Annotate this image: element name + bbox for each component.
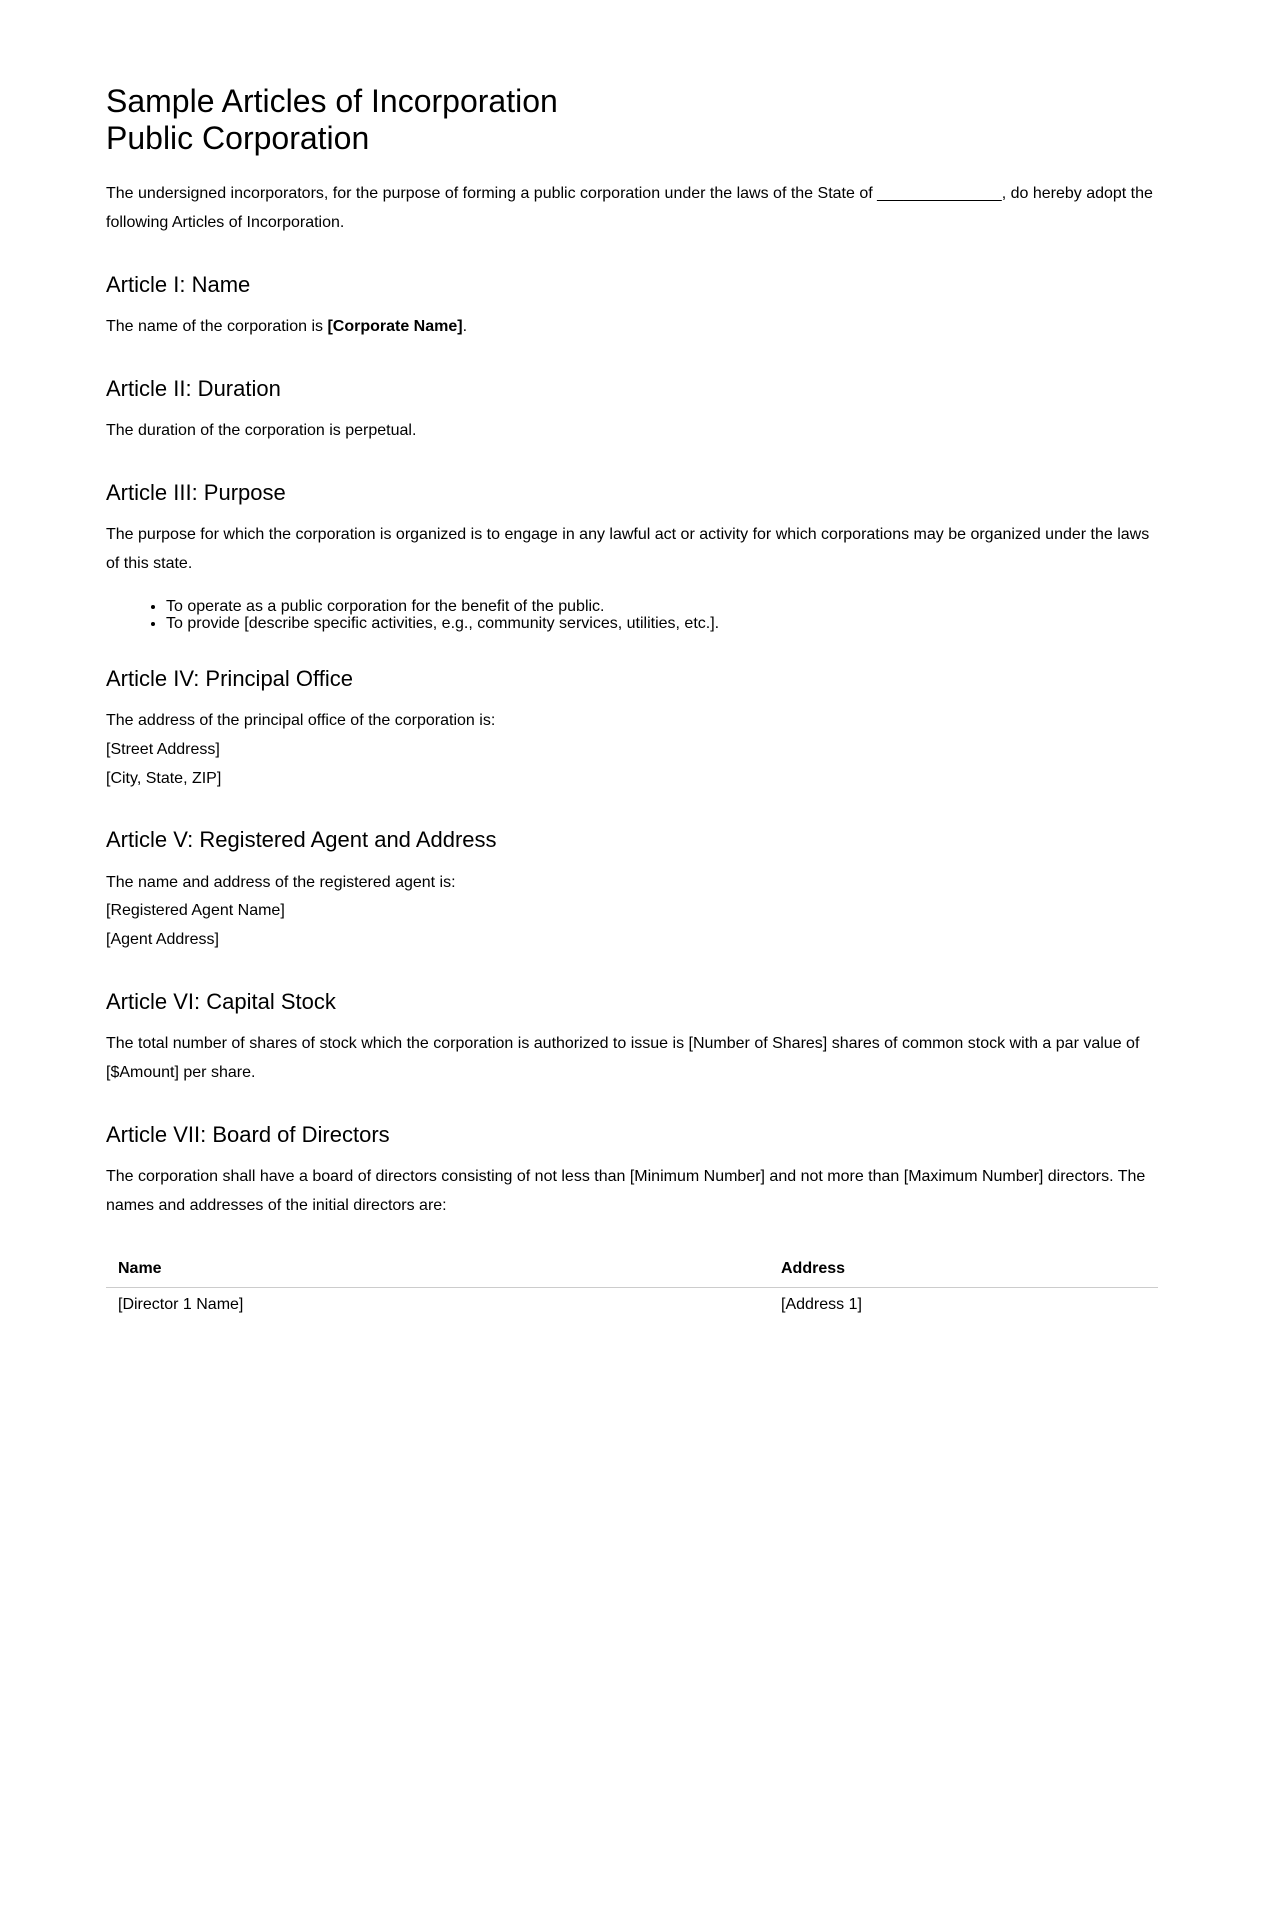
agent-intro-line: The name and address of the registered agent is:	[106, 873, 456, 891]
article-6-heading: Article VI: Capital Stock	[106, 989, 336, 1015]
article-1-heading: Article I: Name	[106, 271, 251, 297]
director-name-cell: [Director 1 Name]	[118, 1296, 244, 1314]
article-4	[106, 666, 1158, 794]
registered-agent-info	[106, 869, 1158, 955]
article-7-heading: Article VII: Board of Directors	[106, 1121, 390, 1147]
article-1-text-end: .	[462, 317, 468, 335]
article-6	[106, 989, 1158, 1088]
article-2-text: The duration of the corporation is perpetual.	[106, 421, 417, 439]
article-1-text-lead: The name of the corporation is	[106, 317, 328, 335]
article-1	[106, 272, 1158, 342]
article-2-heading: Article II: Duration	[106, 375, 281, 401]
directors-table	[106, 1248, 1158, 1323]
article-4-heading: Article IV: Principal Office	[106, 665, 353, 691]
article-3-text: The purpose for which the corporation is organized is to engage in any lawful act or activity for which corporations may be organized under the laws of this state.	[106, 526, 1150, 572]
column-header-address: Address	[769, 1248, 1158, 1288]
article-7-text: The corporation shall have a board of directors consisting of not less than [Minimum Number] and not more than [Maximum Number] directors. The names and addresses of the initial directors are:	[106, 1168, 1146, 1215]
agent-name-line: [Registered Agent Name]	[106, 902, 285, 920]
article-6-text: The total number of shares of stock which the corporation is authorized to issue is [Number of Shares] shares of common stock with a par value of [$Amount] per share.	[106, 1035, 1140, 1082]
street-address-line: [Street Address]	[106, 740, 220, 758]
table-row	[106, 1288, 1158, 1323]
article-5-heading: Article V: Registered Agent and Address	[106, 827, 497, 853]
article-3	[106, 480, 1158, 632]
page-title	[106, 83, 1158, 157]
article-7	[106, 1122, 1158, 1323]
purpose-list	[106, 598, 1158, 632]
article-3-heading: Article III: Purpose	[106, 479, 286, 505]
article-5	[106, 827, 1158, 955]
list-item: • To provide [describe specific activities, e.g., community services, utilities, etc.].	[166, 615, 1158, 632]
title-line-1: Sample Articles of Incorporation	[106, 83, 558, 119]
director-address-cell: [Address 1]	[781, 1296, 862, 1314]
agent-address-line: [Agent Address]	[106, 931, 219, 949]
city-state-zip-line: [City, State, ZIP]	[106, 769, 222, 787]
document	[106, 83, 1158, 1323]
table-header-row	[106, 1248, 1158, 1288]
corporate-name-placeholder: [Corporate Name]	[327, 317, 463, 335]
column-header-name: Name	[106, 1248, 769, 1288]
address-intro-line: The address of the principal office of the corporation is:	[106, 711, 496, 729]
list-item: • To operate as a public corporation for the benefit of the public.	[166, 598, 1158, 615]
article-1-text	[106, 313, 1158, 342]
article-2	[106, 376, 1158, 446]
principal-office-address	[106, 707, 1158, 793]
title-line-2: Public Corporation	[106, 120, 370, 156]
intro-paragraph: The undersigned incorporators, for the purpose of forming a public corporation under the laws of the State of ______________, do hereby adopt the following Articles of Incorporation.	[106, 185, 1153, 231]
